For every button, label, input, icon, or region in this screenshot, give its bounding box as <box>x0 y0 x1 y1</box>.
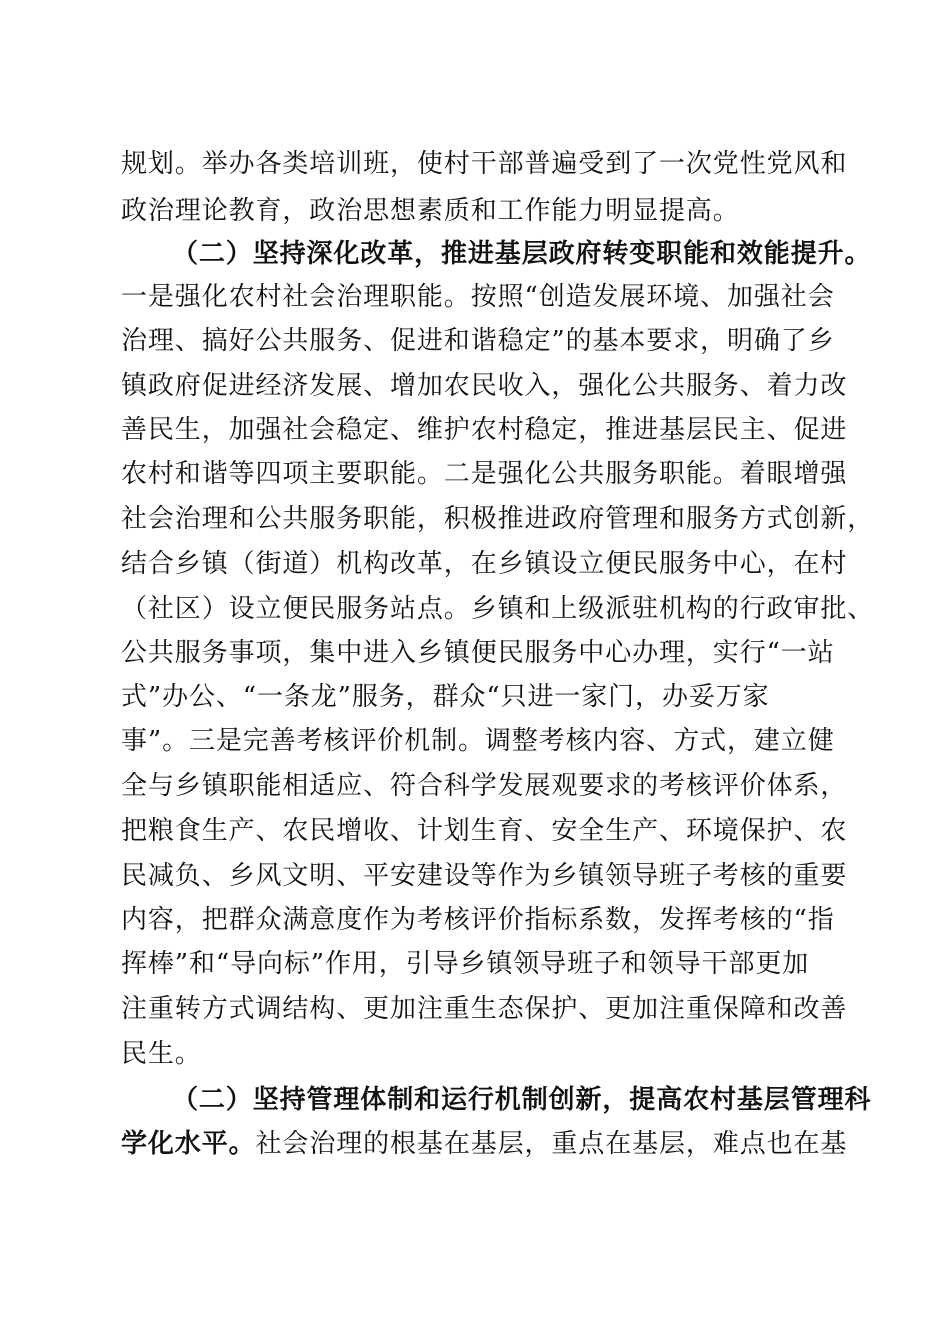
text-line: 挥棒”和“导向标”作用，引导乡镇领导班子和领导干部更加 <box>121 949 810 979</box>
text-line: 民减负、乡风文明、平安建设等作为乡镇领导班子考核的重要 <box>121 861 848 891</box>
text-line: 农村和谐等四项主要职能。二是强化公共服务职能。着眼增强 <box>121 459 848 489</box>
text-line: 政治理论教育，政治思想素质和工作能力明显提高。 <box>121 196 740 226</box>
text-line: （社区）设立便民服务站点。乡镇和上级派驻机构的行政审批、 <box>121 594 875 624</box>
section-heading-2b-tail: 学化水平。 <box>121 1129 256 1159</box>
text-line: 公共服务事项，集中进入乡镇便民服务中心办理，实行“一站 <box>121 638 835 668</box>
text-line: 内容，把群众满意度作为考核评价指标系数，发挥考核的“指 <box>121 905 835 935</box>
text-line: 式”办公、“一条龙”服务，群众“只进一家门，办妥万家 <box>121 682 770 712</box>
text-line: 民生。 <box>121 1039 202 1069</box>
text-line: 社会治理和公共服务职能，积极推进政府管理和服务方式创新， <box>121 504 875 534</box>
section-heading-2b: （二）坚持管理体制和运行机制创新，提高农村基层管理科 <box>172 1085 872 1115</box>
text-line: 镇政府促进经济发展、增加农民收入，强化公共服务、着力改 <box>121 371 848 401</box>
text-line: 全与乡镇职能相适应、符合科学发展观要求的考核评价体系， <box>121 771 848 801</box>
text-line: 注重转方式调结构、更加注重生态保护、更加注重保障和改善 <box>121 994 848 1024</box>
text-line: 社会治理的根基在基层，重点在基层，难点也在基 <box>255 1129 848 1159</box>
text-line: 一是强化农村社会治理职能。按照“创造发展环境、加强社会 <box>121 282 835 312</box>
text-line: 善民生，加强社会稳定、维护农村稳定，推进基层民主、促进 <box>121 415 848 445</box>
section-heading-2: （二）坚持深化改革，推进基层政府转变职能和效能提升。 <box>172 239 872 269</box>
text-line: 治理、搞好公共服务、促进和谐稳定”的基本要求，明确了乡 <box>121 326 835 356</box>
text-line-mixed <box>121 1124 847 1164</box>
text-line: 规划。举办各类培训班，使村干部普遍受到了一次党性党风和 <box>121 149 848 179</box>
text-line: 结合乡镇（街道）机构改革，在乡镇设立便民服务中心，在村 <box>121 549 848 579</box>
text-line: 事”。三是完善考核评价机制。调整考核内容、方式，建立健 <box>121 726 835 756</box>
text-line: 把粮食生产、农民增收、计划生育、安全生产、环境保护、农 <box>121 816 848 846</box>
